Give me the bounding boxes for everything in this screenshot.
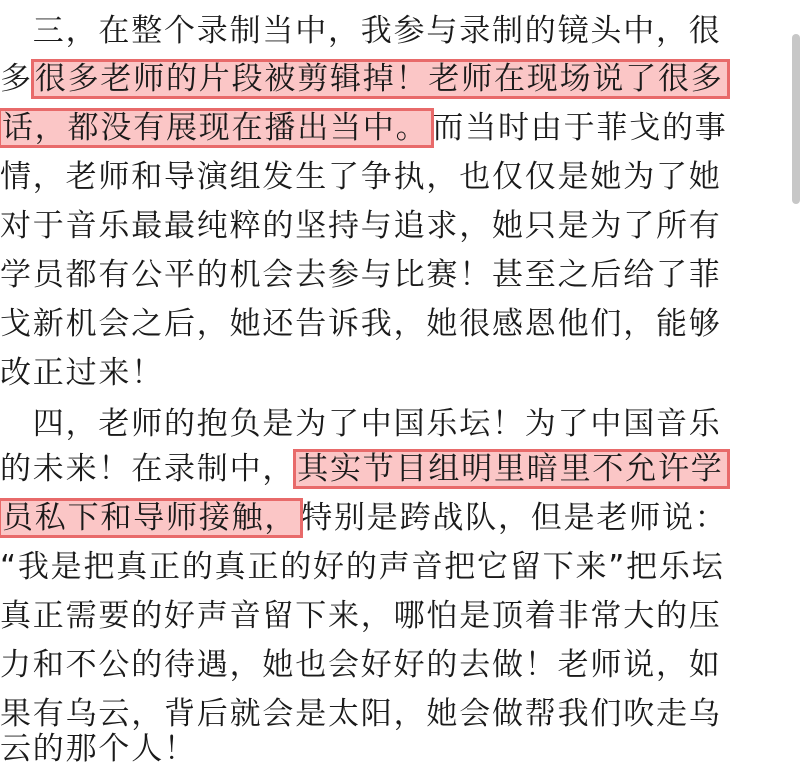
paragraph-3-line-8 bbox=[0, 347, 800, 399]
paragraph-4-line-3 bbox=[0, 492, 800, 544]
paragraph-4-line-6 bbox=[0, 639, 800, 691]
paragraph-4-line-4 bbox=[0, 541, 800, 593]
paragraph-3-line-3 bbox=[0, 102, 800, 154]
text-segment: 改正过来！ bbox=[0, 355, 164, 391]
paragraph-4-line-5 bbox=[0, 590, 800, 642]
text-segment: 对于音乐最最纯粹的坚持与追求，她只是为了所有 bbox=[0, 208, 722, 244]
text-segment: 情，老师和导演组发生了争执，也仅仅是她为了她 bbox=[0, 159, 722, 195]
paragraph-3-line-7 bbox=[0, 298, 800, 350]
text-segment: “我是把真正的真正的好的声音把它留下来”把乐坛 bbox=[0, 549, 725, 585]
highlighted-text: 其实节目组明里暗里不允许学 bbox=[295, 451, 727, 487]
text-segment: 特别是跨战队，但是老师说： bbox=[301, 500, 728, 536]
paragraph-3-line-1 bbox=[0, 5, 800, 57]
highlighted-text: 话，都没有展现在播出当中。 bbox=[0, 110, 432, 146]
text-segment: 学员都有公平的机会去参与比赛！甚至之后给了菲 bbox=[0, 257, 722, 293]
text-segment: 果有乌云，背后就会是太阳，她会做帮我们吹走乌 bbox=[0, 696, 722, 732]
text-segment: 四，老师的抱负是为了中国乐坛！为了中国音乐 bbox=[0, 406, 722, 442]
highlighted-text: 很多老师的片段被剪辑掉！老师在现场说了很多 bbox=[33, 61, 728, 97]
paragraph-4-line-8 bbox=[0, 723, 800, 775]
paragraph-4-line-2 bbox=[0, 443, 800, 495]
text-segment: 三，在整个录制当中，我参与录制的镜头中，很 bbox=[0, 13, 722, 49]
paragraph-3-line-6 bbox=[0, 249, 800, 301]
text-segment: 真正需要的好声音留下来，哪怕是顶着非常大的压 bbox=[0, 598, 722, 634]
text-segment: 的未来！在录制中， bbox=[0, 451, 296, 487]
paragraph-3-line-4 bbox=[0, 151, 800, 203]
highlighted-text: 员私下和导师接触， bbox=[0, 500, 301, 536]
text-segment: 力和不公的待遇，她也会好好的去做！老师说，如 bbox=[0, 647, 722, 683]
text-segment: 多 bbox=[0, 61, 33, 97]
text-segment: 而当时由于菲戈的事 bbox=[432, 110, 728, 146]
text-segment: 云的那个人！ bbox=[0, 731, 197, 767]
text-segment: 戈新机会之后，她还告诉我，她很感恩他们，能够 bbox=[0, 306, 722, 342]
paragraph-3-line-2 bbox=[0, 53, 800, 105]
paragraph-3-line-5 bbox=[0, 200, 800, 252]
vertical-scrollbar[interactable] bbox=[792, 34, 800, 204]
